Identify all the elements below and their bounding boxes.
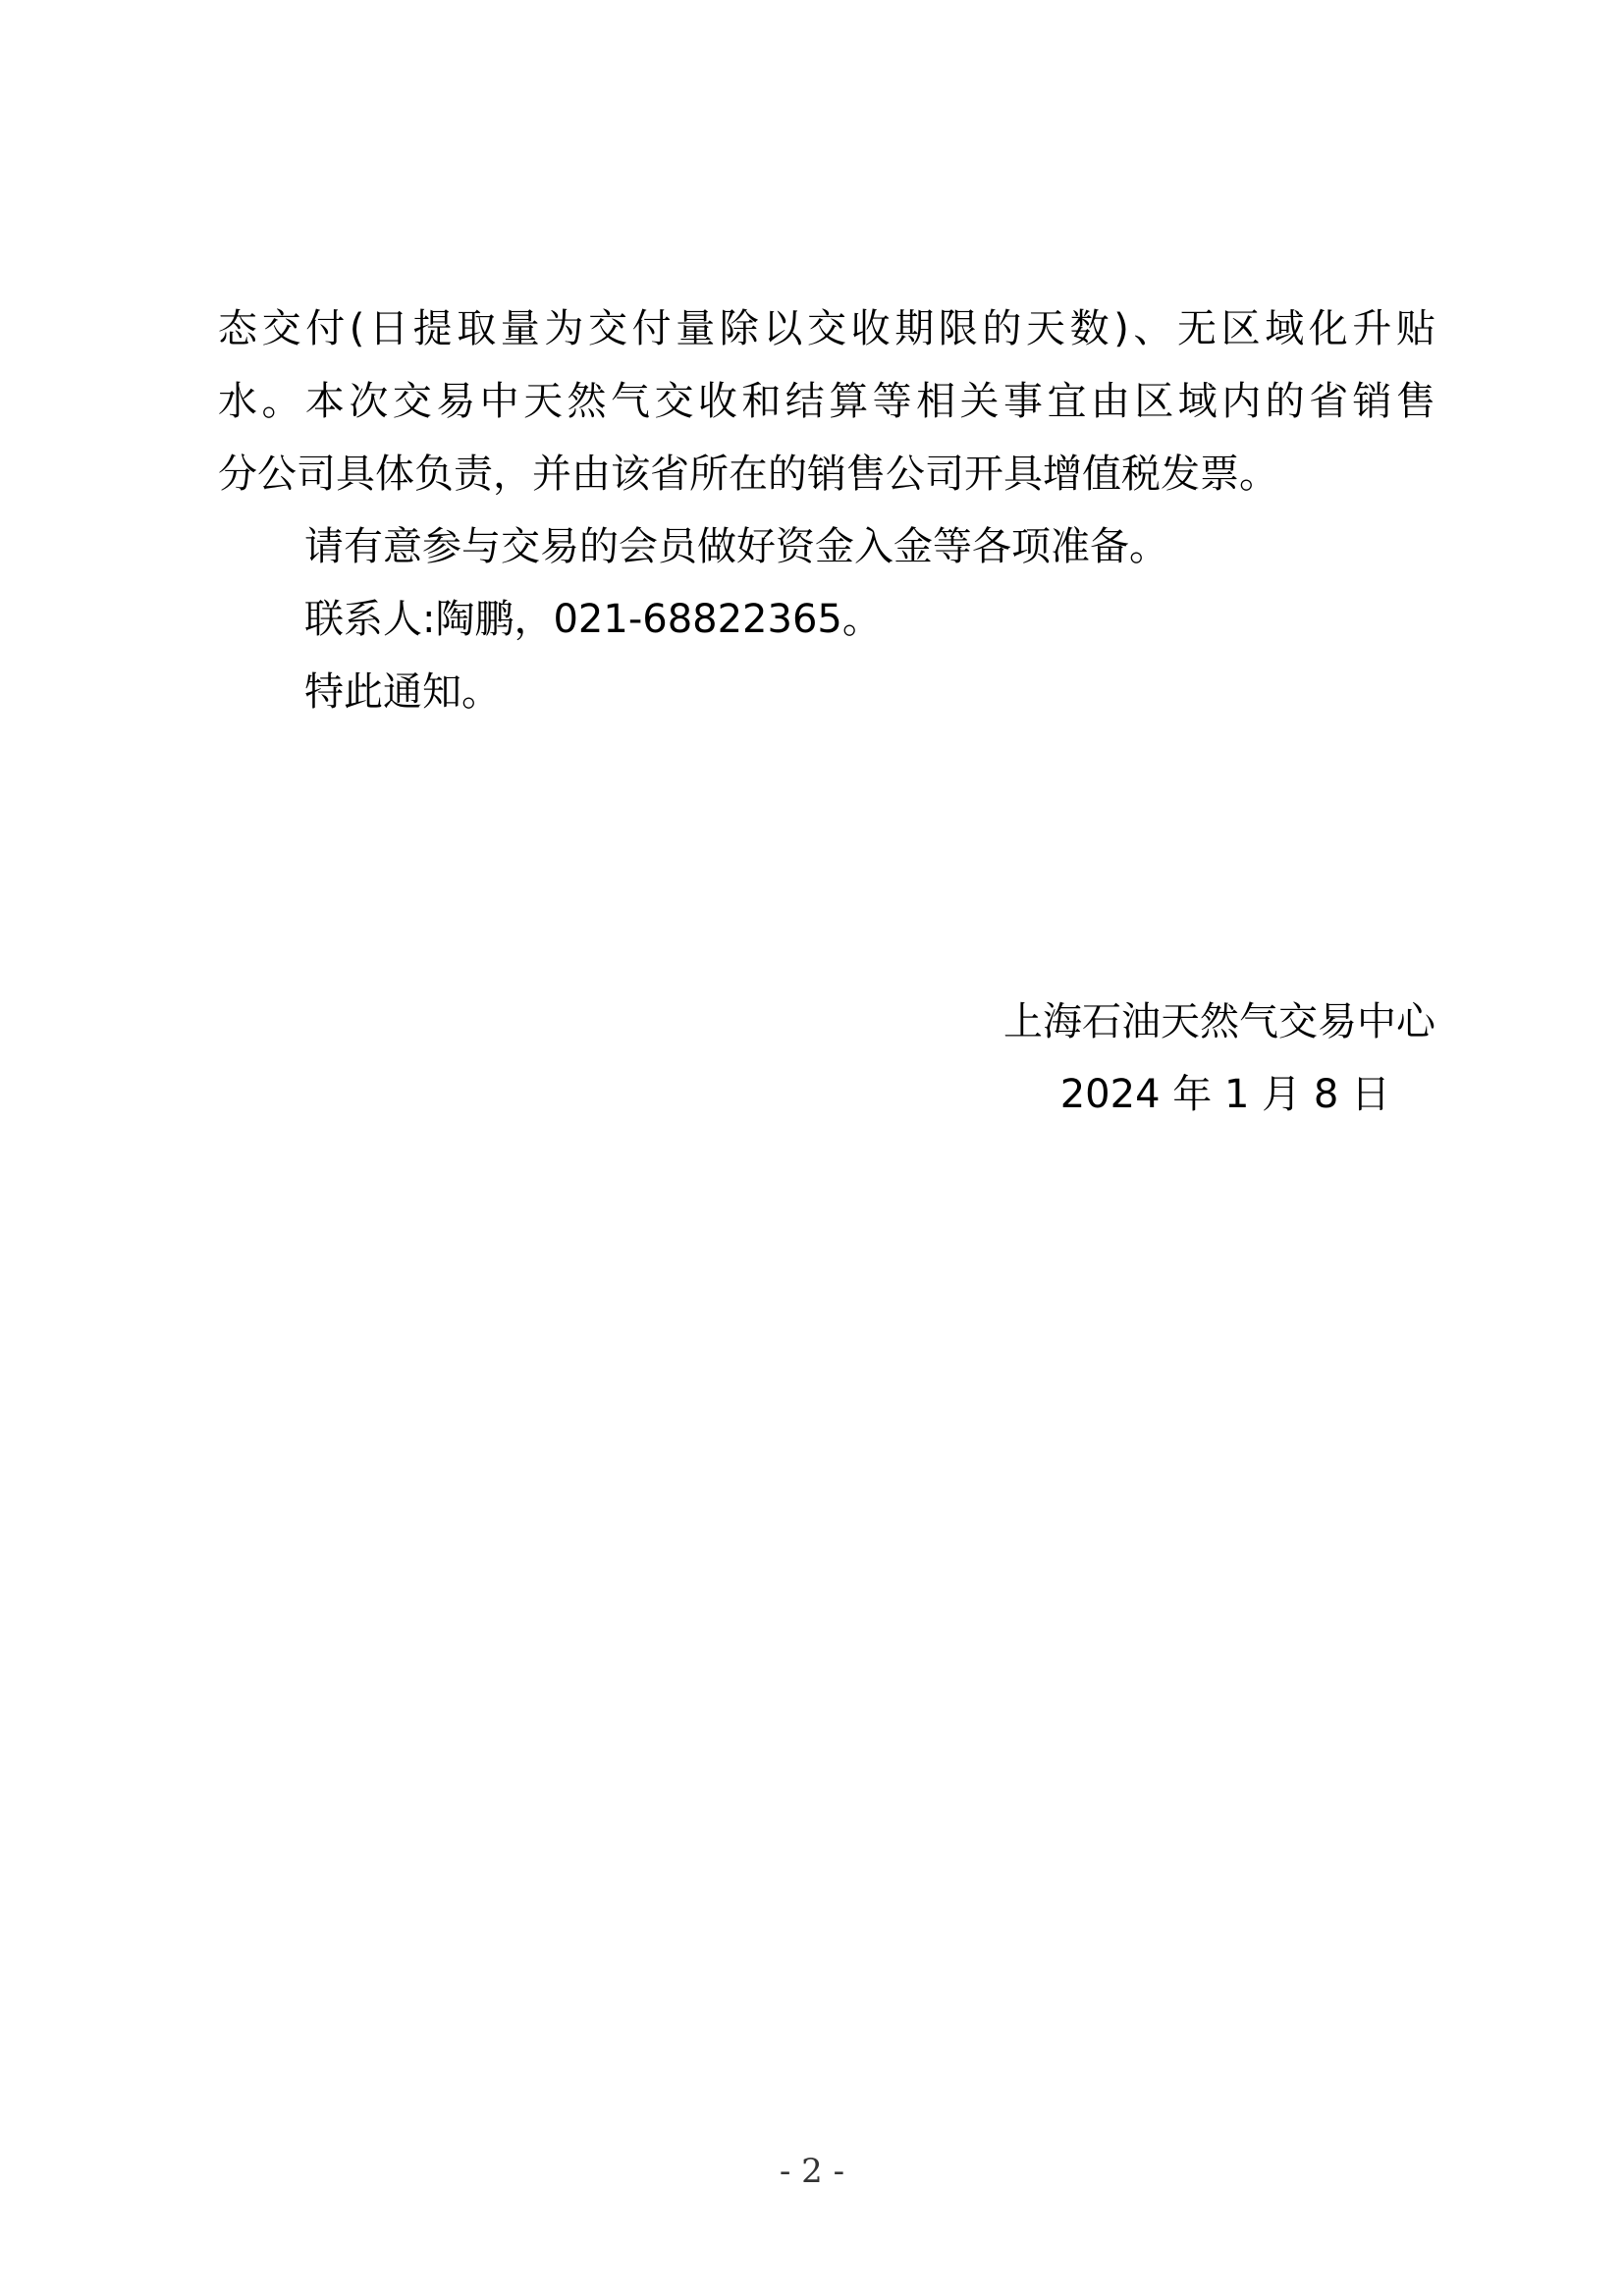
paragraph-line: 分公司具体负责，并由该省所在的销售公司开具增值税发票。: [218, 452, 1278, 497]
preparation-notice: 请有意参与交易的会员做好资金入金等各项准备。: [304, 524, 1168, 569]
page-number: - 2 -: [779, 2152, 845, 2191]
body-text: [218, 293, 1435, 728]
closing-remark: 特此通知。: [304, 669, 501, 715]
paragraph-line: 态交付(日提取量为交付量除以交收期限的天数)、无区域化升贴: [218, 306, 1435, 351]
signature-date: 2024 年 1 月 8 日: [1059, 1072, 1390, 1117]
paragraph-line: 水。本次交易中天然气交收和结算等相关事宜由区域内的省销售: [218, 379, 1435, 424]
signature-organization: 上海石油天然气交易中心: [1003, 999, 1435, 1044]
contact-info: 联系人:陶鹏，021-68822365。: [304, 597, 882, 642]
